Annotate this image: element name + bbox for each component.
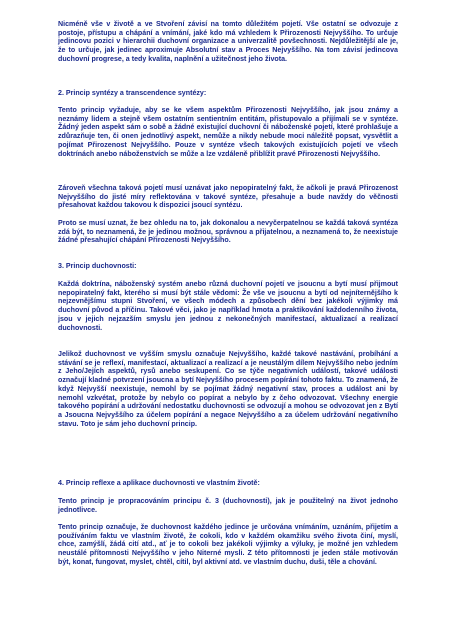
- section-4-paragraph-1: Tento princip je propracováním principu č. 3 (duchovnosti), jak je použitelný na život jednoho jednotlivce.: [58, 497, 398, 514]
- section-4-heading: 4. Princip reflexe a aplikace duchovnosti ve vlastním životě:: [58, 479, 260, 487]
- section-4-paragraph-2: Tento princip označuje, že duchovnost každého jedince je určována vnímáním, uznáním, přijetím a používáním faktu ve vlastním životě, že cokoli, kdo v každém okamžiku svého života činí, myslí, chce, zamýšlí, žádá cití atd., ať je to cokoli bez jakékoli výjimky a výluky, je možné jen vzhledem neustálé přítomnosti Nejvyššího v jeho Niterné mysli. Z této přítomnosti je jeden stále motivován být, konat, fungovat, myslet, chtěl, cítil, byl aktivní atd. ve vlastním duchu, duši, těle a chování.: [58, 523, 398, 566]
- section-2-paragraph-1: Tento princip vyžaduje, aby se ke všem aspektům Přirozenosti Nejvyššího, jak jsou známy a neznámy lidem a stejně všem ostatním sentientním entitám, přistupovalo a přijímali se v syntéze. Žádný jeden aspekt sám o sobě a žádné existující duchovní či náboženské pojetí, které prohlašuje a zdůrazňuje ten, či onen jednotlivý aspekt, nemůže a nikdy nebude moci náležitě popsat, vysvětlit a pojímat Přirozenost Nejvyššího. Pouze v syntéze všech takových existujících pojetí ve všech doktrínách anebo náboženstvích se může a lze vzdáleně přiblížit pravé Přirozenosti Nejvyššího.: [58, 106, 398, 158]
- section-2-heading: 2. Princip syntézy a transcendence syntézy:: [58, 89, 207, 97]
- section-2-paragraph-3: Proto se musí uznat, že bez ohledu na to, jak dokonalou a nevyčerpatelnou se každá taková syntéza zdá být, to neznamená, že je jedinou možnou, správnou a přijatelnou, a neznamená to, že neexistuje žádné přesahující chápání Přirozenosti Nejvyššího.: [58, 219, 398, 245]
- section-3-heading: 3. Princip duchovnosti:: [58, 262, 137, 270]
- section-3-paragraph-2: Jelikož duchovnost ve vyšším smyslu označuje Nejvyššího, každé takové nastávání, probíhání a stávání se je reflexí, manifestací, aktualizací a realizací a je neustálým dílem Nejvyššího nebo jedním z Jeho/Jejích aspektů, rysů anebo seskupení. Co se týče negativních událostí, takové události označují kladné potvrzení jsoucna a bytí Nejvyššího procesem popírání tohoto faktu. To znamená, že když Nejvyšší neexistuje, nemohl by se pojímat žádný negativní stav, proces a událost ani by nemohl vzkvétat, protože by nebylo co popírat a nebylo by z čeho odvozovat. Všechny energie takového popírání a udržování nedostatku duchovnosti se odvozují a mohou se odvozovat jen z Bytí a Jsoucna Nejvyššího za účelem popírání a negace Nejvyššího a za účelem udržování negativního stavu. Toto je sám jeho duchovní princip.: [58, 350, 398, 428]
- intro-paragraph: Nicméně vše v životě a ve Stvoření závisí na tomto důležitém pojetí. Vše ostatní se odvozuje z postoje, přístupu a chápání a vnímání, jaké kdo má vzhledem k Přirozenosti Nejvyššího. To určuje jedincovu pozici v hierarchii duchovní organizace a univerzalitě povšechnosti. Nejdůležitější ale je, že to určuje, jak jedinec aproximuje Absolutní stav a Proces Nejvyššího. Na tom závisí jedincova duchovní progrese, a tedy kvalita, naplnění a užitečnost jeho života.: [58, 20, 398, 63]
- section-2-paragraph-2: Zároveň všechna taková pojetí musí uznávat jako nepopiratelný fakt, že ačkoli je pravá Přirozenost Nejvyššího do jisté míry reflektována v takové syntéze, přesahuje a bude navždy do věčnosti přesahovat každou takovou k dispozici jsoucí syntézu.: [58, 184, 398, 210]
- section-3-paragraph-1: Každá doktrína, náboženský systém anebo různá duchovní pojetí ve jsoucnu a bytí musí přijmout nepopiratelný fakt, kterého si musí být stále vědomi: Že vše ve jsoucnu a bytí od nejníternějšího k nejzevnějšímu stupni Stvoření, ve všech módech a způsobech dění bez jakékoli výjimky má duchovní původ a příčinu. Takové věci, jako je například hmota a praktikování každodenního života, jsou v jejich nejzazším smyslu jen jednou z nekonečných manifestací, aktualizací a realizací duchovnosti.: [58, 280, 398, 332]
